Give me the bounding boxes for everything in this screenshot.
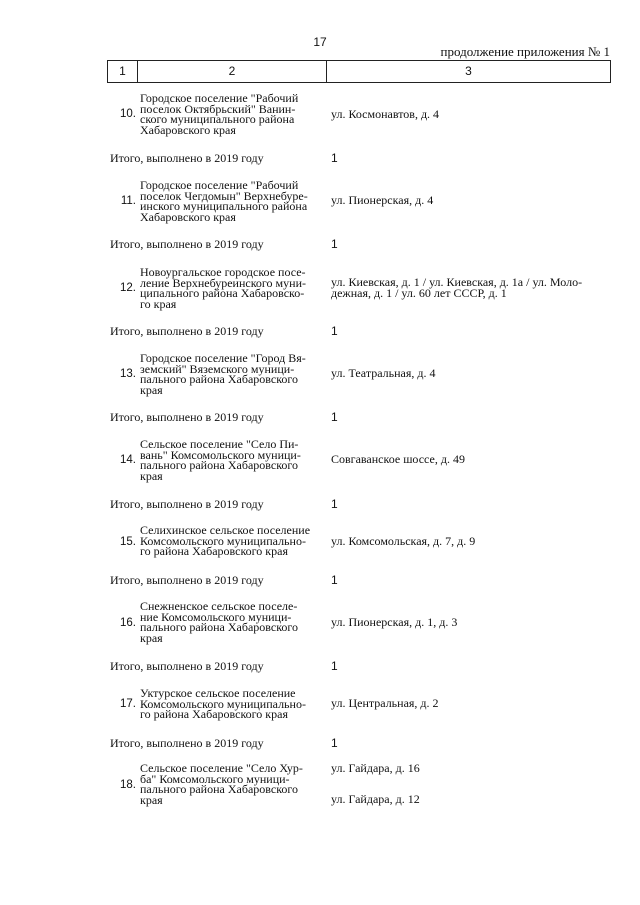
row-number: 16. (120, 617, 136, 629)
row-number: 14. (120, 454, 136, 466)
total-label: Итого, выполнено в 2019 году (110, 151, 264, 165)
header-col-3: 3 (465, 64, 472, 78)
row-number: 15. (120, 536, 136, 548)
address: ул. Пионерская, д. 4 (331, 193, 434, 207)
settlement-name: Сельское поселение "Село Хур- ба" Комсомольского муници- пального района Хабаровского края (140, 761, 303, 807)
total-value: 1 (331, 151, 338, 165)
total-value: 1 (331, 324, 338, 338)
settlement-name: Городское поселение "Город Вя- земский" Вяземского муници- пального района Хабаровского края (140, 351, 306, 397)
continuation-label: продолжение приложения № 1 (440, 44, 610, 59)
address: ул. Гайдара, д. 16 (331, 761, 420, 775)
address-secondary: ул. Гайдара, д. 12 (331, 792, 420, 806)
header-col-2: 2 (138, 61, 327, 82)
settlement-name: Новоургальское городское посе- ление Верхнебуреинского муни- ципального района Хабаровско- го края (140, 265, 306, 311)
header-col-1: 1 (108, 61, 138, 82)
total-label: Итого, выполнено в 2019 году (110, 237, 264, 251)
row-number: 12. (120, 282, 136, 294)
total-label: Итого, выполнено в 2019 году (110, 736, 264, 750)
settlement-name: Городское поселение "Рабочий поселок Чегдомын" Верхнебуре- инского муниципального района Хабаровского края (140, 178, 308, 224)
address: ул. Театральная, д. 4 (331, 366, 436, 380)
address: ул. Пионерская, д. 1, д. 3 (331, 615, 458, 629)
address: ул. Космонавтов, д. 4 (331, 107, 440, 121)
total-value: 1 (331, 237, 338, 251)
total-value: 1 (331, 659, 338, 673)
settlement-name: Уктурское сельское поселение Комсомольского муниципально- го района Хабаровского края (140, 686, 306, 721)
settlement-name: Снежненское сельское поселе- ние Комсомольского муници- пального района Хабаровского края (140, 599, 299, 645)
table-header (107, 60, 611, 83)
address: ул. Киевская, д. 1 / ул. Киевская, д. 1а / ул. Моло- дежная, д. 1 / ул. 60 лет СССР, д. 1 (331, 275, 583, 300)
row-number: 17. (120, 698, 136, 710)
total-label: Итого, выполнено в 2019 году (110, 497, 264, 511)
total-value: 1 (331, 573, 338, 587)
settlement-name: Селихинское сельское поселение Комсомольского муниципально- го района Хабаровского края (140, 523, 311, 558)
total-value: 1 (331, 410, 338, 424)
total-value: 1 (331, 497, 338, 511)
page-number: 17 (313, 35, 327, 49)
total-label: Итого, выполнено в 2019 году (110, 659, 264, 673)
total-label: Итого, выполнено в 2019 году (110, 410, 264, 424)
settlement-name: Городское поселение "Рабочий поселок Октябрьский" Ванин- ского муниципального района Хабаровского края (140, 91, 299, 137)
row-number: 10. (120, 108, 136, 120)
row-number: 13. (120, 368, 136, 380)
row-number: 18. (120, 779, 136, 791)
address: Совгаванское шоссе, д. 49 (331, 452, 465, 466)
row-number: 11. (120, 195, 136, 207)
total-label: Итого, выполнено в 2019 году (110, 324, 264, 338)
total-value: 1 (331, 736, 338, 750)
address: ул. Комсомольская, д. 7, д. 9 (331, 534, 476, 548)
total-label: Итого, выполнено в 2019 году (110, 573, 264, 587)
address: ул. Центральная, д. 2 (331, 696, 439, 710)
settlement-name: Сельское поселение "Село Пи- вань" Комсомольского муници- пального района Хабаровского края (140, 437, 301, 483)
